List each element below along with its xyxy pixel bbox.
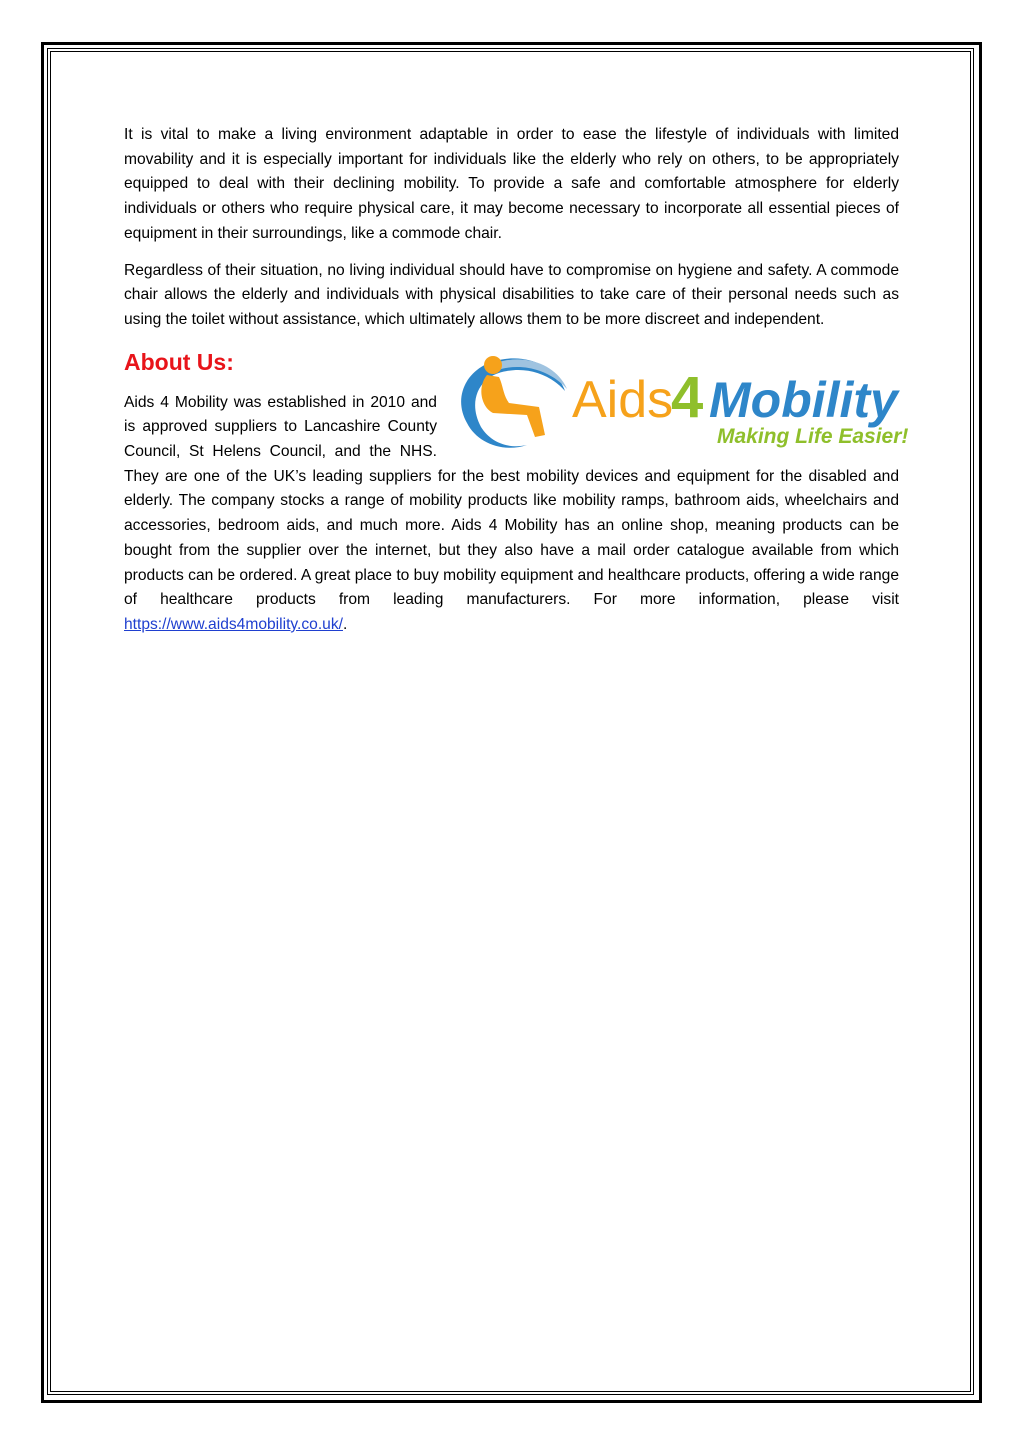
paragraph-commode: Regardless of their situation, no living individual should have to compromise on hygiene and safety. A commode chair allows the elderly and individuals with physical disabilities to take care of their personal needs such as using the toilet without assistance, which ultimately allows them to be more discreet and independent.	[124, 261, 899, 328]
logo-mobility-text: Mobility	[709, 371, 898, 428]
logo-figure-body-icon	[481, 375, 545, 437]
logo-figure-head-icon	[484, 356, 502, 374]
about-us-period: .	[342, 615, 348, 633]
aids4mobility-logo	[447, 345, 909, 457]
logo-tagline-text: Making Life Easier!	[717, 424, 909, 448]
paragraph-intro: It is vital to make a living environment adaptable in order to ease the lifestyle of individuals with limited movability and it is especially important for individuals like the elderly who rely on others, to be appropriately equipped to deal with their declining mobility. To provide a safe and comfortable atmosphere for elderly individuals or others who require physical care, it may become necessary to incorporate all essential pieces of equipment in their surroundings, like a commode chair.	[124, 126, 899, 242]
logo-4-text: 4	[671, 364, 704, 430]
document-body	[124, 123, 909, 638]
about-us-section	[124, 364, 909, 638]
website-link[interactable]: https://www.aids4mobility.co.uk/	[124, 615, 343, 633]
about-us-heading: About Us:	[124, 348, 234, 375]
logo-aids-text: Aids	[572, 370, 674, 429]
about-us-text: Aids 4 Mobility was established in 2010 and is approved suppliers to Lancashire County Council, St Helens Council, and the NHS. They are one of the UK’s leading suppliers for the best mobility devices and equipment for the disabled and elderly. The company stocks a range of mobility products like mobility ramps, bathroom aids, wheelchairs and accessories, bedroom aids, and much more. Aids 4 Mobility has an online shop, meaning products can be bought from the supplier over the internet, but they also have a mail order catalogue available from which products can be ordered. A great place to buy mobility equipment and healthcare products, offering a wide range of healthcare products from leading manufacturers. For more information, please visit	[124, 393, 899, 609]
